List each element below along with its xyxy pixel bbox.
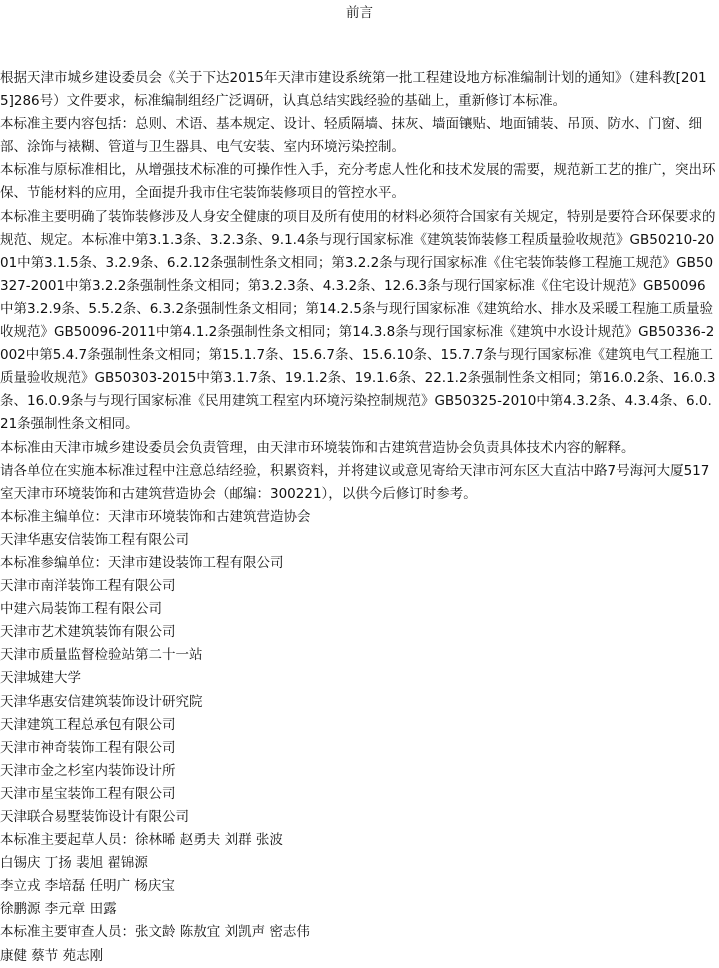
list-item: 天津联合易墅装饰设计有限公司 — [0, 809, 189, 825]
reviewers: 本标准主要审查人员：张文龄 陈敖宜 刘凯声 密志伟 — [0, 924, 310, 941]
paragraph-comparison: 本标准与原标准相比，从增强技术标准的可操作性入手，充分考虑人性化和技术发展的需要，规范新工艺的推广，突出环保、节能材料的应用，全面提升我市住宅装饰装修项目的管控水平。 — [0, 162, 716, 202]
list-item: 李立戎 李培磊 任明广 杨庆宝 — [0, 878, 175, 895]
list-item: 天津市南洋装饰工程有限公司 — [0, 578, 176, 595]
participating-unit: 本标准参编单位：天津市建设装饰工程有限公司 — [0, 554, 284, 571]
list-item: 天津市神奇装饰工程有限公司 — [0, 739, 176, 756]
paragraph-contents: 本标准主要内容包括：总则、术语、基本规定、设计、轻质隔墙、抹灰、墙面镶贴、地面铺装、吊顶、防水、门窗、细部、涂饰与裱糊、管道与卫生器具、电气安装、室内环境污染控制。 — [0, 116, 702, 156]
list-item: 徐鹏源 李元章 田露 — [0, 901, 117, 918]
drafters: 本标准主要起草人员：徐林晞 赵勇夫 刘群 张波 — [0, 832, 283, 849]
paragraph-basis: 根据天津市城乡建设委员会《关于下达2015年天津市建设系统第一批工程建设地方标准编制计划的通知》（建科教[2015]286号）文件要求，标准编制组经广泛调研，认真总结实践经验的基础上，重新修订本标准。 — [0, 70, 707, 110]
list-item: 天津市艺术建筑装饰有限公司 — [0, 624, 176, 641]
list-item: 中建六局装饰工程有限公司 — [0, 601, 162, 618]
list-item: 天津市质量监督检验站第二十一站 — [0, 647, 203, 664]
paragraph-mandatory-clauses: 本标准主要明确了装饰装修涉及人身安全健康的项目及所有使用的材料必须符合国家有关规定，特别是要符合环保要求的规范、规定。本标准中第3.1.3条、3.2.3条、9.1.4条与现行国家标准《建筑装饰装修工程质量验收规范》GB50210-2001中第3.1.5条、3.2.9条、6.2.12条强制性条文相同；第3.2.2条与现行国家标准《住宅装饰装修工程施工规范》GB50327-2001中第3.2.2条强制性条文相同；第3.2.3条、4.3.2条、12.6.3条与现行国家标准《住宅设计规范》GB50096中第3.2.9条、5.5.2条、6.3.2条强制性条文相同；第14.2.5条与现行国家标准《建筑给水、排水及采暖工程施工质量验收规范》GB50096-2011中第4.1.2条强制性条文相同；第14.3.8条与现行国家标准《建筑中水设计规范》GB50336-2002中第5.4.7条强制性条文相同；第15.1.7条、15.6.7条、15.6.10条、15.7.7条与现行国家标准《建筑电气工程施工质量验收规范》GB50303-2015中第3.1.7条、19.1.2条、19.1.6条、22.1.2条强制性条文相同；第16.0.2条、16.0.3条、16.0.9条与与现行国家标准《民用建筑工程室内环境污染控制规范》GB50325-2010中第4.3.2条、4.3.4条、6.0.21条强制性条文相同。 — [0, 208, 716, 433]
list-item: 康健 蔡节 苑志刚 — [0, 947, 104, 964]
list-item: 天津建筑工程总承包有限公司 — [0, 716, 176, 733]
page-title: 前言 — [346, 5, 373, 21]
chief-editor-unit: 本标准主编单位：天津市环境装饰和古建筑营造协会 — [0, 508, 311, 525]
list-item: 天津市金之杉室内装饰设计所 — [0, 762, 176, 779]
list-item: 天津华惠安信建筑装饰设计研究院 — [0, 693, 203, 710]
list-item: 天津华惠安信装饰工程有限公司 — [0, 531, 189, 548]
list-item: 天津市星宝装饰工程有限公司 — [0, 785, 176, 802]
paragraph-feedback: 请各单位在实施本标准过程中注意总结经验，积累资料，并将建议或意见寄给天津市河东区大直沽中路7号海河大厦517室天津市环境装饰和古建筑营造协会（邮编：300221），以供今后修订时参考。 — [0, 462, 710, 502]
list-item: 白锡庆 丁扬 裴旭 翟锦源 — [0, 855, 148, 872]
list-item: 天津城建大学 — [0, 670, 81, 687]
paragraph-management: 本标准由天津市城乡建设委员会负责管理，由天津市环境装饰和古建筑营造协会负责具体技术内容的解释。 — [0, 439, 635, 456]
document-body — [0, 67, 716, 968]
